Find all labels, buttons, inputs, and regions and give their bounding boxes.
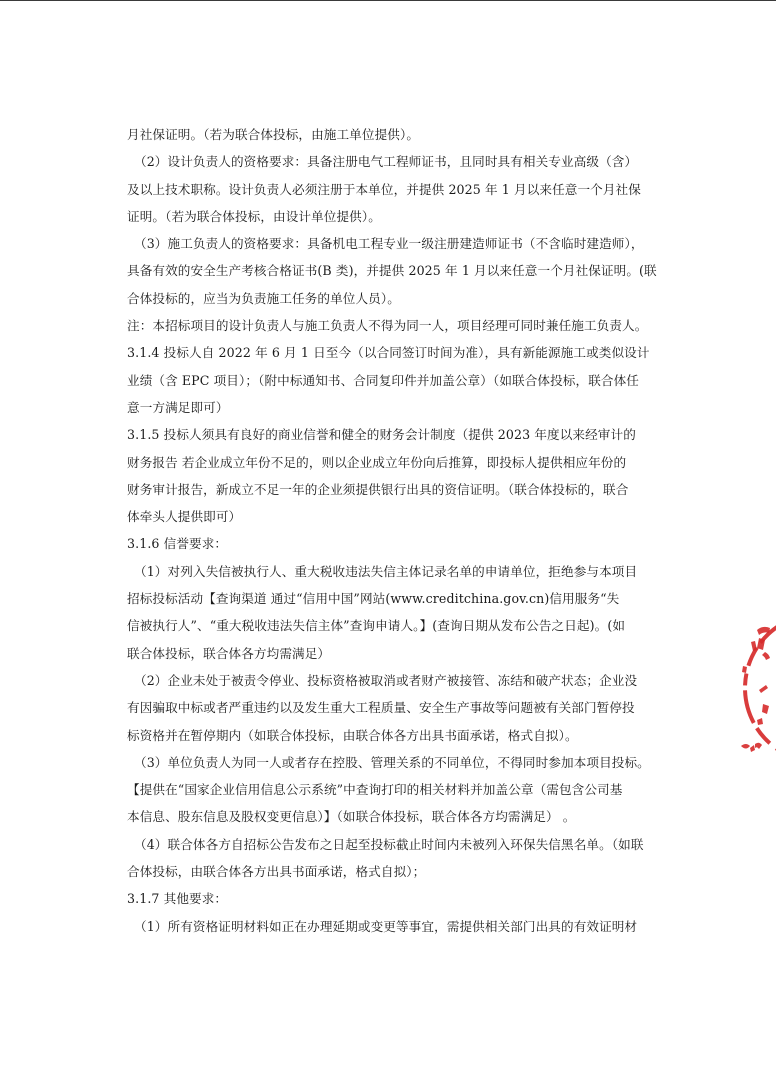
text-line: （1）对列入失信被执行人、重大税收违法失信主体记录名单的申请单位，拒绝参与本项目 <box>134 563 638 579</box>
page-top-border <box>0 0 776 1</box>
text-line: （2）设计负责人的资格要求：具备注册电气工程师证书，且同时具有相关专业高级（含） <box>134 154 638 170</box>
document-body <box>127 121 657 940</box>
text-line: 具备有效的安全生产考核合格证书(B 类)，并提供 2025 年 1 月以来任意一个月社保证明。(联 <box>127 263 657 279</box>
text-line: 体牵头人提供即可） <box>127 509 242 525</box>
text-line: 联合体投标，联合体各方均需满足） <box>127 645 331 661</box>
text-line: （3）单位负责人为同一人或者存在控股、管理关系的不同单位，不得同时参加本项目投标。 <box>134 754 650 770</box>
text-line: 财务报告 若企业成立年份不足的，则以企业成立年份向后推算，即投标人提供相应年份的 <box>127 454 627 470</box>
clause-heading-3-1-7: 3.1.7 其他要求： <box>127 891 228 907</box>
text-line: 合体投标，由联合体各方出具书面承诺，格式自拟）； <box>127 864 426 880</box>
text-line: 意一方满足即可） <box>127 399 229 415</box>
clause-heading-3-1-5: 3.1.5 投标人须具有良好的商业信誉和健全的财务会计制度（提供 2023 年度以来经审计的 <box>127 427 636 443</box>
text-line: 招标投标活动【查询渠道 通过“信用中国”网站(www.creditchina.gov.cn)信用服务“失 <box>127 591 620 607</box>
text-line: （2）企业未处于被责令停业、投标资格被取消或者财产被接管、冻结和破产状态；企业没 <box>134 672 638 688</box>
text-line: 及以上技术职称。设计负责人必须注册于本单位，并提供 2025 年 1 月以来任意一个月社保 <box>127 181 641 197</box>
text-line: 财务审计报告，新成立不足一年的企业须提供银行出具的资信证明。（联合体投标的，联合 <box>127 481 629 497</box>
text-line: 业绩（含 EPC 项目）；（附中标通知书、合同复印件并加盖公章）（如联合体投标，联合体任 <box>127 372 639 388</box>
text-line: 有因骗取中标或者严重违约以及发生重大工程质量、安全生产事故等问题被有关部门暂停投 <box>127 700 635 716</box>
text-line: （4）联合体各方自招标公告发布之日起至投标截止时间内未被列入环保失信黑名单。（如联 <box>134 836 644 852</box>
text-line: 月社保证明。（若为联合体投标，由施工单位提供）。 <box>127 127 420 142</box>
clause-heading-3-1-4: 3.1.4 投标人自 2022 年 6 月 1 日至今（以合同签订时间为准），具有新能源施工或类似设计 <box>127 345 650 361</box>
text-line: 信被执行人”、“重大税收违法失信主体”查询申请人。】(查询日期从发布公告之日起)。(如 <box>127 618 626 634</box>
text-line: 合体投标的，应当为负责施工任务的单位人员）。 <box>127 290 400 306</box>
text-line: （3）施工负责人的资格要求：具备机电工程专业一级注册建造师证书（不含临时建造师）， <box>134 236 644 252</box>
text-line: 本信息、股东信息及股权变更信息）】（如联合体投标，联合体各方均需满足） 。 <box>127 809 576 825</box>
text-line: 标资格并在暂停期内（如联合体投标，由联合体各方出具书面承诺，格式自拟）。 <box>127 727 578 743</box>
clause-heading-3-1-6: 3.1.6 信誉要求： <box>127 536 228 552</box>
company-seal-stamp <box>735 608 776 768</box>
note-line: 注：本招标项目的设计负责人与施工负责人不得为同一人，项目经理可同时兼任施工负责人。 <box>127 318 648 334</box>
text-line: 证明。（若为联合体投标，由设计单位提供）。 <box>127 208 381 224</box>
text-line: （1）所有资格证明材料如正在办理延期或变更等事宜，需提供相关部门出具的有效证明材 <box>134 918 638 934</box>
text-line: 【提供在“国家企业信用信息公示系统”中查询打印的相关材料并加盖公章（需包含公司基 <box>127 782 623 798</box>
